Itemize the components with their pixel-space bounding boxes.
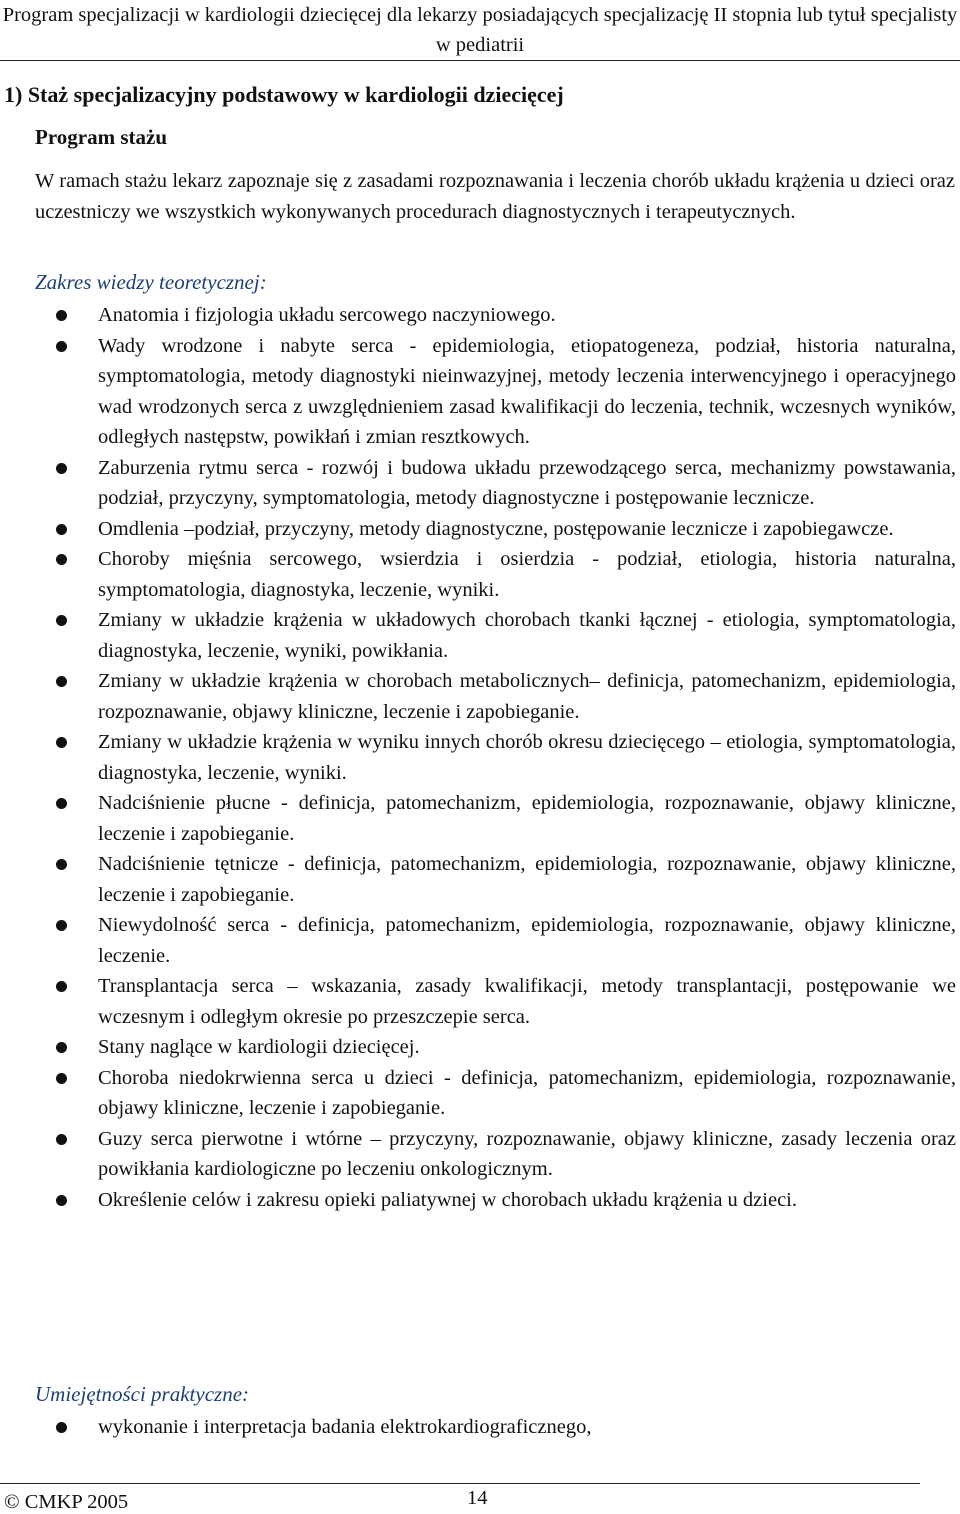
theory-item-metabolic (0, 666, 960, 727)
copyright-text: CMKP 2005 (24, 1491, 129, 1513)
list-item-text: Guzy serca pierwotne i wtórne – przyczyny, rozpoznawanie, objawy kliniczne, zasady leczenia oraz powikłania kardiologiczne po leczeniu onkologicznym. (98, 1127, 956, 1180)
footer-copyright (4, 1490, 128, 1514)
list-item-text: Transplantacja serca – wskazania, zasady kwalifikacji, metody transplantacji, postępowanie we wczesnym i odległym okresie po przeszczepie serca. (98, 975, 956, 1028)
list-item-text: Niewydolność serca - definicja, patomechanizm, epidemiologia, rozpoznawanie, objawy kliniczne, leczenie. (98, 914, 956, 967)
list-item-text: Choroby mięśnia sercowego, wsierdzia i osierdzia - podział, etiologia, historia naturalna, symptomatologia, diagnostyka, leczenie, wyniki. (98, 548, 956, 601)
theory-item-other-childhood (0, 727, 960, 788)
theory-item-connective-tissue (0, 605, 960, 666)
list-item-text: Stany naglące w kardiologii dziecięcej. (98, 1036, 420, 1058)
theory-item-transplantation (0, 971, 960, 1032)
theory-list (0, 300, 960, 1215)
bullet-icon (56, 737, 67, 748)
bullet-icon (56, 981, 67, 992)
list-item-text: Zmiany w układzie krążenia w chorobach metabolicznych– definicja, patomechanizm, epidemiologia, rozpoznawanie, objawy kliniczne, leczenie i zapobieganie. (98, 670, 956, 723)
theory-item-syncope (0, 514, 960, 545)
list-item-text: Wady wrodzone i nabyte serca - epidemiologia, etiopatogeneza, podział, historia naturalna, symptomatologia, metody diagnostyki nieinwazyjnej, metody leczenia interwencyjnego i operacyjnego wad wrodzonych serca z uwzględnieniem zasad kwalifikacji do leczenia, technik, wczesnych wyników, odległych następstw, powikłań i zmian resztkowych. (98, 334, 956, 448)
skills-list (0, 1412, 960, 1443)
bullet-icon (56, 341, 67, 352)
theory-item-cardiac-tumors (0, 1124, 960, 1185)
page-number: 14 (467, 1487, 488, 1509)
copyright-icon: © (4, 1491, 20, 1513)
theory-item-ischemic-disease (0, 1063, 960, 1124)
bullet-icon (56, 463, 67, 474)
bullet-icon (56, 554, 67, 565)
list-item-text: Określenie celów i zakresu opieki paliatywnej w chorobach układu krążenia u dzieci. (98, 1188, 797, 1211)
theory-item-emergencies (0, 1032, 960, 1063)
theory-item-heart-failure (0, 910, 960, 971)
theory-item-pulmonary-hypertension (0, 788, 960, 849)
theory-heading: Zakres wiedzy teoretycznej: (35, 270, 267, 294)
intro-paragraph: W ramach stażu lekarz zapoznaje się z zasadami rozpoznawania i leczenia chorób układu krążenia u dzieci oraz uczestniczy we wszystkich wykonywanych procedurach diagnostycznych i terapeutycznych. (35, 170, 955, 223)
bullet-icon (56, 615, 67, 626)
theory-item-myocardial-diseases (0, 544, 960, 605)
theory-item-congenital-defects (0, 331, 960, 453)
skills-heading: Umiejętności praktyczne: (35, 1382, 250, 1406)
section-title: 1) Staż specjalizacyjny podstawowy w kardiologii dziecięcej (4, 82, 564, 107)
bullet-icon (56, 676, 67, 687)
bullet-icon (56, 310, 67, 321)
list-item-text: Zmiany w układzie krążenia w układowych chorobach tkanki łącznej - etiologia, symptomatologia, diagnostyka, leczenie, wyniki, powikłania. (98, 609, 956, 662)
skills-item-ecg (0, 1412, 960, 1443)
footer-divider (0, 1483, 920, 1484)
header-divider (0, 60, 960, 61)
list-item-text: wykonanie i interpretacja badania elektrokardiograficznego, (98, 1416, 592, 1438)
subsection-title: Program stażu (35, 125, 167, 149)
list-item-text: Anatomia i fizjologia układu sercowego naczyniowego. (98, 304, 556, 326)
bullet-icon (56, 920, 67, 931)
bullet-icon (56, 1073, 67, 1084)
list-item-text: Nadciśnienie tętnicze - definicja, patomechanizm, epidemiologia, rozpoznawanie, objawy kliniczne, leczenie i zapobieganie. (98, 853, 956, 906)
bullet-icon (56, 1134, 67, 1145)
bullet-icon (56, 798, 67, 809)
list-item-text: Zaburzenia rytmu serca - rozwój i budowa układu przewodzącego serca, mechanizmy powstawania, podział, przyczyny, symptomatologia, metody diagnostyczne i postępowanie lecznicze. (98, 456, 956, 509)
bullet-icon (56, 859, 67, 870)
list-item-text: Nadciśnienie płucne - definicja, patomechanizm, epidemiologia, rozpoznawanie, objawy kliniczne, leczenie i zapobieganie. (98, 792, 956, 845)
theory-item-palliative-care (0, 1185, 960, 1216)
theory-item-anatomy (0, 300, 960, 331)
theory-item-arrhythmias (0, 453, 960, 514)
bullet-icon (56, 1195, 67, 1206)
list-item-text: Omdlenia –podział, przyczyny, metody diagnostyczne, postępowanie lecznicze i zapobiegawcze. (98, 517, 894, 540)
theory-item-arterial-hypertension (0, 849, 960, 910)
bullet-icon (56, 524, 67, 535)
list-item-text: Zmiany w układzie krążenia w wyniku innych chorób okresu dziecięcego – etiologia, symptomatologia, diagnostyka, leczenie, wyniki. (98, 731, 956, 784)
bullet-icon (56, 1042, 67, 1053)
running-header: Program specjalizacji w kardiologii dziecięcej dla lekarzy posiadających specjalizację II stopnia lub tytuł specjalisty w pediatrii (2, 4, 958, 56)
list-item-text: Choroba niedokrwienna serca u dzieci - definicja, patomechanizm, epidemiologia, rozpoznawanie, objawy kliniczne, leczenie i zapobieganie. (98, 1066, 956, 1119)
bullet-icon (56, 1422, 67, 1433)
